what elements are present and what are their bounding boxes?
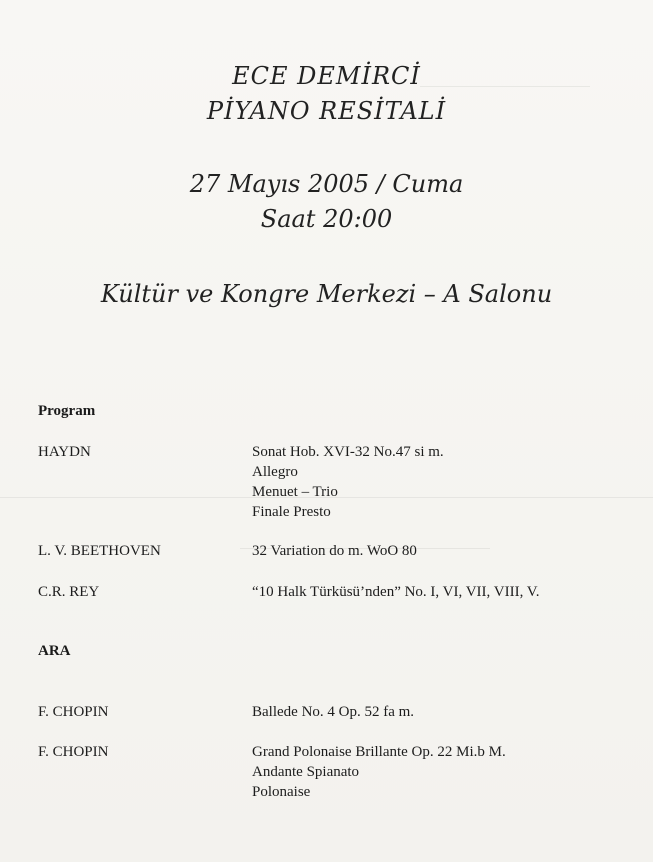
event-date: 27 Mayıs 2005 / Cuma bbox=[189, 170, 464, 198]
composer-name: F. CHOPIN bbox=[38, 704, 109, 720]
movement: Andante Spianato bbox=[252, 764, 360, 780]
event-venue: Kültür ve Kongre Merkezi – A Salonu bbox=[100, 280, 553, 308]
work-list bbox=[252, 582, 539, 602]
composer-name: L. V. BEETHOVEN bbox=[38, 543, 161, 559]
work-list bbox=[252, 541, 417, 561]
intermission-label: ARA bbox=[38, 643, 71, 659]
work-title: Sonat Hob. XVI-32 No.47 si m. bbox=[252, 444, 444, 460]
work-title: 32 Variation do m. WoO 80 bbox=[252, 543, 417, 559]
movement: Finale Presto bbox=[252, 504, 331, 520]
work-title: “10 Halk Türküsü’nden” No. I, VI, VII, VIII, V. bbox=[252, 584, 540, 600]
work-title: Grand Polonaise Brillante Op. 22 Mi.b M. bbox=[252, 744, 506, 760]
work-list bbox=[252, 742, 506, 802]
recital-title: PİYANO RESİTALİ bbox=[206, 97, 447, 125]
program-heading: Program bbox=[38, 403, 96, 419]
composer-name: C.R. REY bbox=[38, 584, 100, 600]
work-list bbox=[252, 702, 414, 722]
movement: Allegro bbox=[252, 464, 298, 480]
movement: Menuet – Trio bbox=[252, 484, 338, 500]
movement: Polonaise bbox=[252, 784, 311, 800]
composer-name: F. CHOPIN bbox=[38, 744, 109, 760]
work-list bbox=[252, 442, 444, 522]
event-time: Saat 20:00 bbox=[260, 205, 393, 233]
composer-name: HAYDN bbox=[38, 444, 91, 460]
performer-name: ECE DEMİRCİ bbox=[232, 62, 421, 90]
work-title: Ballede No. 4 Op. 52 fa m. bbox=[252, 704, 415, 720]
